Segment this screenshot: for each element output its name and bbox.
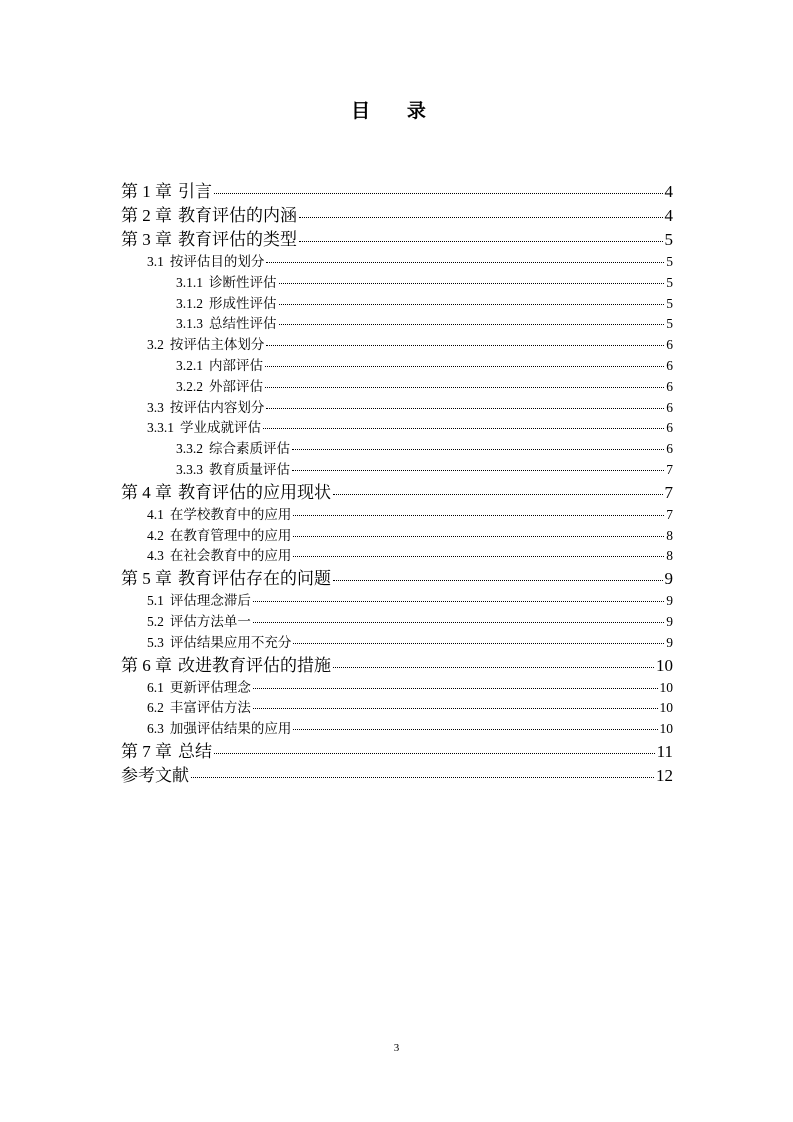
entry-number: 3.3.2 xyxy=(176,441,203,457)
toc-entry-6-1[interactable] xyxy=(121,678,673,699)
entry-number: 4.3 xyxy=(147,548,164,564)
entry-title: 引言 xyxy=(178,182,212,201)
entry-title: 教育评估的应用现状 xyxy=(178,482,331,502)
entry-number: 6.3 xyxy=(147,721,164,737)
toc-entry-3-2[interactable] xyxy=(121,335,673,356)
dot-leader xyxy=(191,777,654,778)
dot-leader xyxy=(299,217,663,218)
toc-entry-4-1[interactable] xyxy=(121,505,673,526)
dot-leader xyxy=(279,304,665,305)
page-number: 3 xyxy=(393,1042,400,1054)
entry-number: 第 6 章 xyxy=(121,655,172,675)
toc-entry-3-1-1[interactable] xyxy=(121,273,673,294)
toc-entry-chapter-4[interactable] xyxy=(121,481,673,505)
dot-leader xyxy=(293,556,664,557)
dot-leader xyxy=(293,515,664,516)
toc-entry-6-3[interactable] xyxy=(121,719,673,740)
entry-title: 教育评估的类型 xyxy=(178,230,297,249)
toc-entry-chapter-7[interactable] xyxy=(121,740,673,764)
entry-page: 6 xyxy=(666,378,673,394)
entry-number: 4.2 xyxy=(147,527,164,543)
entry-page: 10 xyxy=(659,700,673,716)
entry-page: 6 xyxy=(666,399,673,415)
dot-leader xyxy=(293,729,657,730)
dot-leader xyxy=(293,643,664,644)
entry-number: 3.2.1 xyxy=(176,357,203,373)
entry-title: 形成性评估 xyxy=(209,295,277,311)
entry-title: 评估方法单一 xyxy=(169,613,251,629)
entry-title: 丰富评估方法 xyxy=(169,700,251,716)
entry-title: 内部评估 xyxy=(209,357,263,373)
toc-entry-3-3-1[interactable] xyxy=(121,418,673,439)
toc-entry-5-1[interactable] xyxy=(121,591,673,612)
entry-page: 4 xyxy=(664,182,673,201)
entry-title: 诊断性评估 xyxy=(209,274,277,290)
entry-number: 3.3.1 xyxy=(147,420,174,436)
toc-entry-chapter-3[interactable] xyxy=(121,228,673,252)
entry-title: 在学校教育中的应用 xyxy=(169,506,292,522)
toc-entry-3-1-2[interactable] xyxy=(121,294,673,315)
entry-number: 3.1.3 xyxy=(176,316,203,332)
toc-entry-4-3[interactable] xyxy=(121,546,673,567)
entry-page: 5 xyxy=(664,230,673,249)
entry-number: 5.1 xyxy=(147,593,164,609)
entry-title: 评估理念滞后 xyxy=(169,593,251,609)
entry-number: 第 1 章 xyxy=(121,182,172,201)
dot-leader xyxy=(279,283,665,284)
dot-leader xyxy=(292,470,664,471)
entry-page: 6 xyxy=(666,420,673,436)
entry-page: 7 xyxy=(664,482,673,502)
dot-leader xyxy=(214,753,655,754)
entry-title: 教育质量评估 xyxy=(209,461,290,477)
toc-entry-references[interactable] xyxy=(121,764,673,788)
toc-entry-5-2[interactable] xyxy=(121,612,673,633)
entry-page: 9 xyxy=(666,613,673,629)
entry-page: 6 xyxy=(666,337,673,353)
toc-entry-3-3-2[interactable] xyxy=(121,439,673,460)
dot-leader xyxy=(265,366,664,367)
entry-title: 总结性评估 xyxy=(209,316,277,332)
entry-title: 参考文献 xyxy=(121,765,189,785)
entry-number: 3.1 xyxy=(147,254,164,269)
entry-number: 3.2 xyxy=(147,337,164,353)
toc-entry-3-1[interactable] xyxy=(121,252,673,273)
entry-title: 在教育管理中的应用 xyxy=(169,527,292,543)
entry-title: 教育评估的内涵 xyxy=(178,206,297,225)
entry-number: 5.2 xyxy=(147,613,164,629)
toc-entry-3-3-3[interactable] xyxy=(121,460,673,481)
entry-title: 更新评估理念 xyxy=(169,679,251,695)
entry-page: 7 xyxy=(666,506,673,522)
toc-entry-3-3[interactable] xyxy=(121,398,673,419)
dot-leader xyxy=(265,387,664,388)
entry-number: 第 4 章 xyxy=(121,482,172,502)
entry-page: 5 xyxy=(666,254,673,269)
entry-title: 总结 xyxy=(178,741,212,761)
dot-leader xyxy=(279,324,665,325)
entry-page: 8 xyxy=(666,548,673,564)
entry-page: 5 xyxy=(666,316,673,332)
entry-title: 在社会教育中的应用 xyxy=(169,548,292,564)
entry-number: 6.1 xyxy=(147,679,164,695)
toc-entry-4-2[interactable] xyxy=(121,526,673,547)
dot-leader xyxy=(292,449,664,450)
entry-number: 3.3 xyxy=(147,399,164,415)
entry-number: 3.3.3 xyxy=(176,461,203,477)
toc-title: 目 录 xyxy=(351,101,442,122)
entry-title: 综合素质评估 xyxy=(209,441,290,457)
entry-page: 11 xyxy=(656,741,673,761)
entry-number: 4.1 xyxy=(147,506,164,522)
toc-entry-6-2[interactable] xyxy=(121,698,673,719)
dot-leader xyxy=(253,622,664,623)
entry-title: 按评估主体划分 xyxy=(169,337,265,353)
entry-title: 加强评估结果的应用 xyxy=(169,721,292,737)
dot-leader xyxy=(266,408,664,409)
table-of-contents xyxy=(121,180,673,788)
entry-page: 9 xyxy=(666,634,673,650)
dot-leader xyxy=(266,262,664,263)
dot-leader xyxy=(333,667,654,668)
entry-number: 3.1.1 xyxy=(176,274,203,290)
dot-leader xyxy=(253,601,664,602)
toc-entry-3-2-1[interactable] xyxy=(121,356,673,377)
entry-page: 10 xyxy=(659,721,673,737)
toc-entry-chapter-5[interactable] xyxy=(121,567,673,591)
toc-entry-3-1-3[interactable] xyxy=(121,314,673,335)
entry-page: 8 xyxy=(666,527,673,543)
entry-page: 10 xyxy=(656,655,673,675)
entry-title: 按评估目的划分 xyxy=(169,254,265,269)
entry-number: 5.3 xyxy=(147,634,164,650)
entry-number: 6.2 xyxy=(147,700,164,716)
toc-entry-5-3[interactable] xyxy=(121,633,673,654)
toc-entry-3-2-2[interactable] xyxy=(121,377,673,398)
dot-leader xyxy=(333,494,663,495)
dot-leader xyxy=(333,580,663,581)
toc-entry-chapter-1[interactable] xyxy=(121,180,673,204)
entry-title: 按评估内容划分 xyxy=(169,399,265,415)
entry-page: 5 xyxy=(666,274,673,290)
entry-title: 改进教育评估的措施 xyxy=(178,655,331,675)
entry-number: 第 7 章 xyxy=(121,741,172,761)
entry-title: 学业成就评估 xyxy=(180,420,261,436)
entry-page: 9 xyxy=(666,593,673,609)
entry-number: 第 3 章 xyxy=(121,230,172,249)
dot-leader xyxy=(263,428,664,429)
entry-page: 7 xyxy=(666,461,673,477)
entry-page: 10 xyxy=(659,679,673,695)
entry-title: 外部评估 xyxy=(209,378,263,394)
entry-title: 教育评估存在的问题 xyxy=(178,569,331,589)
dot-leader xyxy=(214,193,663,194)
dot-leader xyxy=(293,536,664,537)
dot-leader xyxy=(253,688,658,689)
toc-entry-chapter-2[interactable] xyxy=(121,204,673,228)
dot-leader xyxy=(266,345,664,346)
entry-page: 6 xyxy=(666,357,673,373)
dot-leader xyxy=(253,708,658,709)
entry-page: 12 xyxy=(656,765,673,785)
entry-title: 评估结果应用不充分 xyxy=(169,634,292,650)
entry-number: 3.2.2 xyxy=(176,378,203,394)
entry-page: 9 xyxy=(664,569,673,589)
entry-page: 4 xyxy=(664,206,673,225)
entry-number: 第 5 章 xyxy=(121,569,172,589)
entry-number: 3.1.2 xyxy=(176,295,203,311)
entry-page: 5 xyxy=(666,295,673,311)
toc-entry-chapter-6[interactable] xyxy=(121,654,673,678)
dot-leader xyxy=(299,241,663,242)
entry-number: 第 2 章 xyxy=(121,206,172,225)
entry-page: 6 xyxy=(666,441,673,457)
